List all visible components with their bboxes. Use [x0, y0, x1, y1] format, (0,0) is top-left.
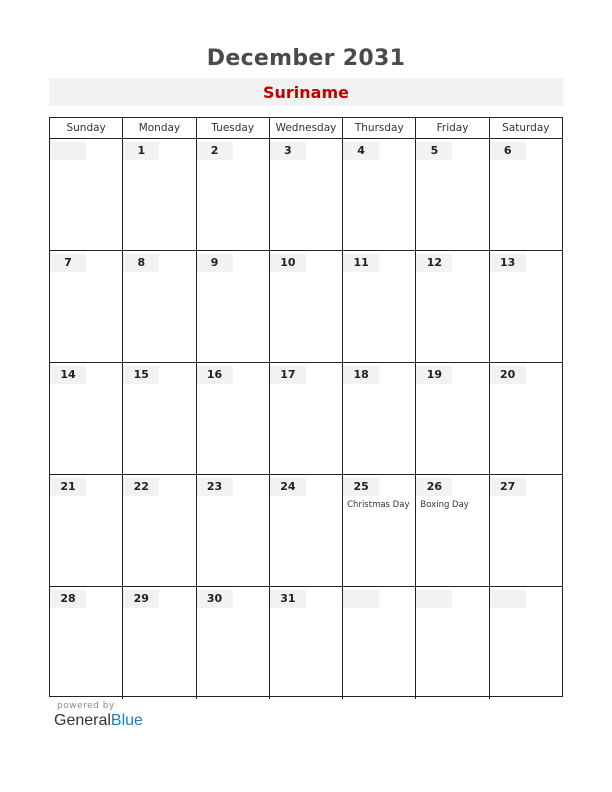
day-number: 11	[343, 254, 379, 272]
powered-by-text: powered by	[57, 701, 115, 711]
generalblue-logo	[54, 712, 143, 730]
country-bar	[49, 78, 563, 106]
week-row	[50, 363, 562, 475]
holiday-label: Boxing Day	[420, 500, 469, 510]
day-cell	[490, 475, 562, 586]
day-cell	[416, 363, 489, 474]
day-number: 13	[490, 254, 526, 272]
day-number: 27	[490, 478, 526, 496]
day-cell	[123, 363, 196, 474]
week-row	[50, 587, 562, 699]
day-number: 22	[123, 478, 159, 496]
day-cell	[490, 139, 562, 250]
day-cell	[416, 475, 489, 586]
day-cell	[416, 251, 489, 362]
day-cell	[270, 475, 343, 586]
day-number	[50, 142, 86, 160]
day-cell	[343, 363, 416, 474]
day-number: 4	[343, 142, 379, 160]
day-number: 17	[270, 366, 306, 384]
day-number: 2	[197, 142, 233, 160]
day-number: 7	[50, 254, 86, 272]
day-cell	[123, 251, 196, 362]
day-cell	[270, 587, 343, 699]
calendar-title: December 2031	[206, 46, 406, 71]
day-number: 30	[197, 590, 233, 608]
day-number: 6	[490, 142, 526, 160]
day-number: 10	[270, 254, 306, 272]
day-number: 16	[197, 366, 233, 384]
day-number: 15	[123, 366, 159, 384]
day-number	[416, 590, 452, 608]
day-cell	[490, 363, 562, 474]
day-number: 20	[490, 366, 526, 384]
day-number: 12	[416, 254, 452, 272]
day-number: 25	[343, 478, 379, 496]
day-cell	[270, 139, 343, 250]
weekday-thursday: Thursday	[343, 118, 416, 138]
day-number: 24	[270, 478, 306, 496]
day-cell	[50, 587, 123, 699]
day-cell	[197, 251, 270, 362]
day-number: 8	[123, 254, 159, 272]
calendar-grid	[49, 117, 563, 697]
day-cell	[343, 587, 416, 699]
day-cell	[343, 251, 416, 362]
day-cell	[416, 139, 489, 250]
day-number: 9	[197, 254, 233, 272]
day-cell	[50, 139, 123, 250]
day-cell	[343, 139, 416, 250]
weekday-saturday: Saturday	[502, 122, 550, 134]
day-cell	[123, 139, 196, 250]
day-number: 19	[416, 366, 452, 384]
day-number: 31	[270, 590, 306, 608]
day-number: 3	[270, 142, 306, 160]
day-number: 23	[197, 478, 233, 496]
day-number: 26	[416, 478, 452, 496]
holiday-label: Christmas Day	[347, 500, 410, 510]
day-cell	[50, 475, 123, 586]
day-number: 14	[50, 366, 86, 384]
country-name: Suriname	[263, 83, 349, 102]
weekday-sunday: Sunday	[50, 118, 123, 138]
day-number	[490, 590, 526, 608]
week-row	[50, 475, 562, 587]
day-cell	[50, 251, 123, 362]
day-cell	[416, 587, 489, 699]
day-cell	[197, 139, 270, 250]
day-number: 28	[50, 590, 86, 608]
day-cell	[270, 251, 343, 362]
weekday-wednesday: Wednesday	[270, 118, 343, 138]
day-number	[343, 590, 379, 608]
weekday-monday: Monday	[123, 118, 196, 138]
brand-blue: Blue	[110, 712, 143, 729]
day-cell	[197, 363, 270, 474]
weekday-tuesday: Tuesday	[197, 118, 270, 138]
day-cell	[490, 587, 562, 699]
day-number: 18	[343, 366, 379, 384]
day-cell	[197, 475, 270, 586]
week-row	[50, 251, 562, 363]
weekday-header-row	[50, 118, 562, 139]
day-cell	[197, 587, 270, 699]
day-cell	[123, 587, 196, 699]
day-number: 29	[123, 590, 159, 608]
day-number: 5	[416, 142, 452, 160]
day-cell	[123, 475, 196, 586]
day-cell	[270, 363, 343, 474]
week-row	[50, 139, 562, 251]
day-number: 1	[123, 142, 159, 160]
day-cell	[50, 363, 123, 474]
weekday-friday: Friday	[416, 118, 489, 138]
day-number: 21	[50, 478, 86, 496]
brand-general: General	[54, 712, 111, 729]
day-cell	[343, 475, 416, 586]
day-cell	[490, 251, 562, 362]
